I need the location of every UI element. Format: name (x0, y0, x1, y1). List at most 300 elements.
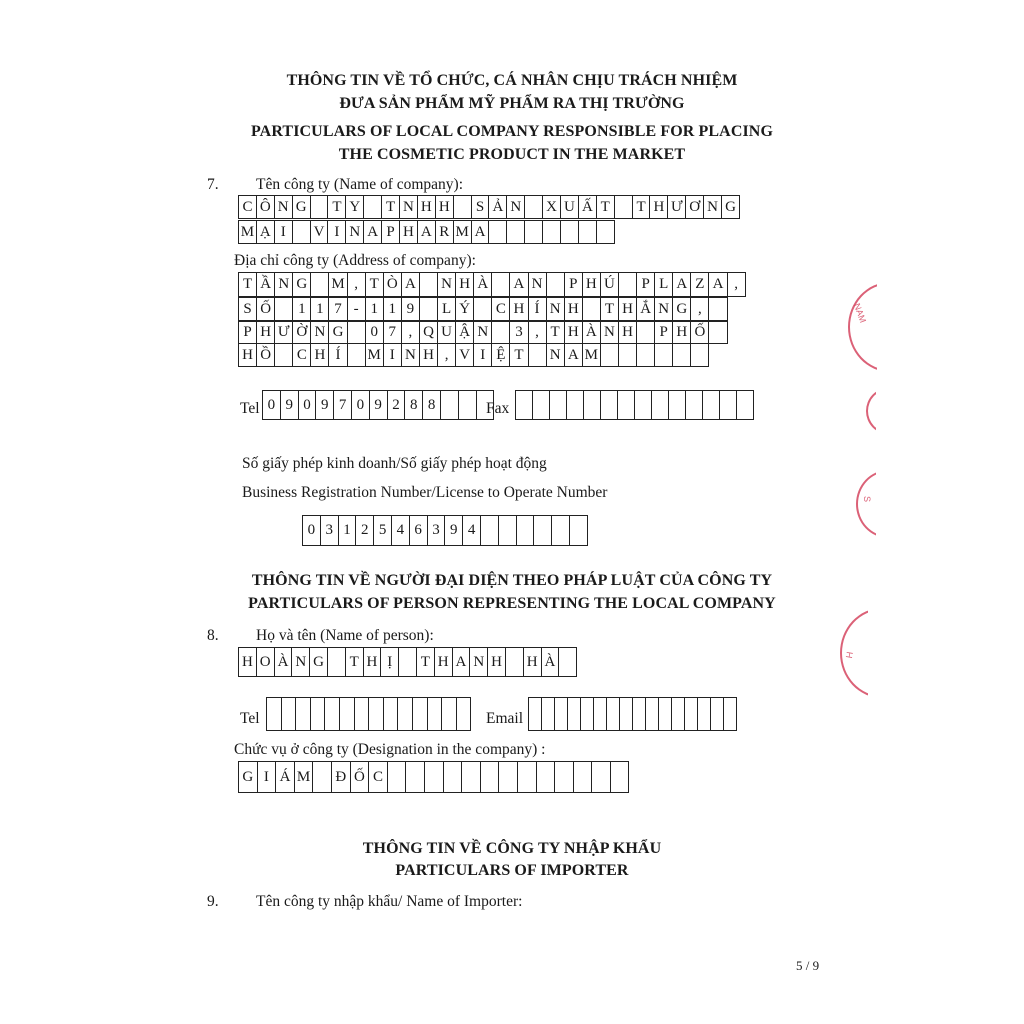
company-name-label: Tên công ty (Name of company): (256, 176, 464, 193)
form-cell (611, 762, 630, 792)
form-cell: H (619, 321, 637, 343)
form-cell: H (435, 648, 453, 676)
stamp-text-2: S (862, 495, 873, 503)
form-cell: V (311, 221, 329, 243)
form-cell (413, 698, 428, 730)
company-tel-label: Tel (240, 400, 260, 417)
form-cell (348, 321, 366, 343)
form-cell: C (492, 298, 510, 321)
form-cell (552, 516, 570, 545)
form-cell (583, 298, 601, 321)
form-cell: À (583, 321, 601, 343)
form-cell (428, 698, 443, 730)
stamp-fragment-2 (866, 388, 910, 434)
form-cell: H (436, 196, 454, 218)
form-cell (481, 762, 500, 792)
form-cell (481, 516, 499, 545)
form-cell: N (474, 321, 492, 343)
form-cell (534, 516, 552, 545)
form-cell: U (561, 196, 579, 218)
form-cell: , (691, 298, 709, 321)
form-cell: H (565, 321, 583, 343)
form-cell: H (488, 648, 506, 676)
form-cell (618, 391, 635, 419)
form-cell (364, 196, 382, 218)
form-cell: N (275, 273, 293, 296)
form-cell: Q (420, 321, 438, 343)
form-cell: N (402, 344, 420, 366)
form-cell: Ố (351, 762, 370, 792)
header3-vi: THÔNG TIN VỀ CÔNG TY NHẬP KHẨU (362, 840, 662, 857)
form-cell: H (418, 196, 436, 218)
stamp-text-1: NAM (851, 301, 869, 325)
form-cell (601, 344, 619, 366)
header-vi-line2: ĐƯA SẢN PHẨM MỸ PHẨM RA THỊ TRƯỜNG (339, 95, 685, 112)
form-cell: M (329, 273, 347, 296)
form-cell: 9 (370, 391, 388, 419)
form-cell: Ồ (257, 344, 275, 366)
form-cell (525, 196, 543, 218)
form-cell: A (673, 273, 691, 296)
form-cell (399, 648, 417, 676)
form-cell: A (418, 221, 436, 243)
form-cell (499, 762, 518, 792)
person-tel-label: Tel (240, 710, 260, 727)
form-cell: I (275, 221, 293, 243)
form-cell: N (547, 298, 565, 321)
form-cell (709, 321, 727, 343)
form-cell (592, 762, 611, 792)
person-email-field[interactable] (528, 697, 737, 731)
company-name-row1 (238, 195, 740, 219)
form-cell (282, 698, 297, 730)
person-tel-field[interactable] (266, 697, 471, 731)
stamp-fragment-1 (848, 282, 932, 372)
form-cell (507, 221, 525, 243)
form-cell (655, 344, 673, 366)
form-cell (685, 698, 698, 730)
form-cell: C (293, 344, 311, 366)
form-cell: Ơ (686, 196, 704, 218)
person-email-label: Email (486, 710, 524, 727)
form-cell: A (510, 273, 528, 296)
form-cell: Ị (381, 648, 399, 676)
person-name-label: Họ và tên (Name of person): (256, 627, 434, 644)
form-cell (444, 762, 463, 792)
form-cell (594, 698, 607, 730)
form-cell: L (655, 273, 673, 296)
form-cell: N (655, 298, 673, 321)
form-cell (574, 762, 593, 792)
form-cell: I (474, 344, 492, 366)
form-cell: 0 (263, 391, 281, 419)
form-cell: Í (529, 298, 547, 321)
form-cell (296, 698, 311, 730)
form-cell (635, 391, 652, 419)
form-cell: M (239, 221, 257, 243)
form-cell: S (239, 298, 257, 321)
form-cell: O (257, 648, 275, 676)
section-number-9: 9. (207, 893, 219, 910)
form-cell: N (601, 321, 619, 343)
form-cell: 2 (356, 516, 374, 545)
form-cell (619, 344, 637, 366)
company-tel-field[interactable] (262, 390, 494, 420)
form-cell (550, 391, 567, 419)
form-cell: N (275, 196, 293, 218)
form-cell: P (637, 273, 655, 296)
designation-field[interactable] (238, 761, 629, 793)
form-cell (369, 698, 384, 730)
form-cell (711, 698, 724, 730)
form-cell: À (542, 648, 560, 676)
form-cell: A (565, 344, 583, 366)
form-cell: Ô (257, 196, 275, 218)
form-cell (646, 698, 659, 730)
form-cell: H (510, 298, 528, 321)
form-cell (637, 321, 655, 343)
form-cell: Đ (332, 762, 351, 792)
header-vi-line1: THÔNG TIN VỀ TỔ CHỨC, CÁ NHÂN CHỊU TRÁCH NHIỆM (286, 72, 738, 89)
form-cell: T (633, 196, 651, 218)
form-cell: I (384, 344, 402, 366)
form-cell (709, 298, 727, 321)
form-cell: N (311, 321, 329, 343)
form-cell (441, 391, 459, 419)
form-cell (311, 273, 329, 296)
form-cell (652, 391, 669, 419)
form-cell (619, 273, 637, 296)
form-cell (406, 762, 425, 792)
form-cell: H (239, 648, 257, 676)
stamp-text-3: H (843, 650, 855, 660)
form-cell: 1 (311, 298, 329, 321)
form-cell: Ò (384, 273, 402, 296)
form-cell: G (293, 273, 311, 296)
form-cell: N (346, 221, 364, 243)
form-cell: H (311, 344, 329, 366)
form-cell (293, 221, 311, 243)
form-cell (703, 391, 720, 419)
form-cell (673, 344, 691, 366)
form-cell: 3 (321, 516, 339, 545)
form-cell: À (275, 648, 293, 676)
form-cell: Á (276, 762, 295, 792)
form-cell: H (583, 273, 601, 296)
form-cell: 9 (316, 391, 334, 419)
form-cell (388, 762, 407, 792)
form-cell (499, 516, 517, 545)
form-cell (325, 698, 340, 730)
form-cell (420, 273, 438, 296)
form-cell: Ư (275, 321, 293, 343)
form-cell: S (472, 196, 490, 218)
form-cell: N (547, 344, 565, 366)
form-cell: 0 (299, 391, 317, 419)
form-cell: 7 (329, 298, 347, 321)
person-name-field[interactable] (238, 647, 577, 677)
form-cell (398, 698, 413, 730)
form-cell: V (456, 344, 474, 366)
form-cell (517, 516, 535, 545)
company-fax-label: Fax (486, 400, 510, 417)
form-cell: T (510, 344, 528, 366)
form-cell: M (454, 221, 472, 243)
license-label-en: Business Registration Number/License to Operate Number (242, 484, 608, 501)
form-cell: - (348, 298, 366, 321)
license-number-field[interactable] (302, 515, 588, 546)
form-cell (615, 196, 633, 218)
company-address-row3 (238, 320, 728, 344)
form-cell: T (239, 273, 257, 296)
form-cell: Ắ (637, 298, 655, 321)
form-cell: T (382, 196, 400, 218)
section-number-7: 7. (207, 176, 219, 193)
form-cell: P (382, 221, 400, 243)
form-cell: 3 (510, 321, 528, 343)
form-cell (328, 648, 346, 676)
form-cell: N (400, 196, 418, 218)
form-cell (581, 698, 594, 730)
company-address-row4 (238, 343, 709, 367)
form-cell (518, 762, 537, 792)
form-cell (669, 391, 686, 419)
form-cell (620, 698, 633, 730)
form-cell: Y (346, 196, 364, 218)
form-cell: Ậ (456, 321, 474, 343)
form-cell: U (438, 321, 456, 343)
form-cell (275, 298, 293, 321)
form-cell: H (456, 273, 474, 296)
form-cell: M (295, 762, 314, 792)
form-cell: H (239, 344, 257, 366)
form-cell (384, 698, 399, 730)
form-cell (561, 221, 579, 243)
form-cell (275, 344, 293, 366)
form-cell: M (366, 344, 384, 366)
form-cell: L (438, 298, 456, 321)
form-cell (672, 698, 685, 730)
form-cell (348, 344, 366, 366)
form-cell (691, 344, 709, 366)
form-cell (459, 391, 477, 419)
form-cell (555, 698, 568, 730)
form-cell (720, 391, 737, 419)
form-cell: Í (329, 344, 347, 366)
form-cell: 9 (281, 391, 299, 419)
form-cell: H (619, 298, 637, 321)
form-cell: Ý (456, 298, 474, 321)
form-cell: 1 (293, 298, 311, 321)
form-cell (543, 221, 561, 243)
form-cell: G (722, 196, 740, 218)
form-cell: , (402, 321, 420, 343)
form-cell: A (402, 273, 420, 296)
form-cell: A (364, 221, 382, 243)
form-cell (737, 391, 754, 419)
form-cell: 8 (405, 391, 423, 419)
form-cell: G (310, 648, 328, 676)
company-name-row2 (238, 220, 615, 244)
form-cell: G (673, 298, 691, 321)
company-address-label: Địa chỉ công ty (Address of company): (234, 252, 476, 269)
form-cell: 1 (384, 298, 402, 321)
form-cell: T (366, 273, 384, 296)
form-cell: 4 (392, 516, 410, 545)
form-cell: A (709, 273, 727, 296)
form-cell (633, 698, 646, 730)
form-cell: N (529, 273, 547, 296)
form-cell: Ấ (579, 196, 597, 218)
form-cell (579, 221, 597, 243)
form-cell: 3 (428, 516, 446, 545)
form-cell (454, 196, 472, 218)
form-cell: T (417, 648, 435, 676)
form-cell (637, 344, 655, 366)
form-cell: 2 (388, 391, 406, 419)
form-cell: 4 (463, 516, 481, 545)
form-cell (492, 273, 510, 296)
form-cell (555, 762, 574, 792)
form-cell: 8 (423, 391, 441, 419)
form-cell: 6 (410, 516, 428, 545)
form-cell: A (453, 648, 471, 676)
form-cell: N (507, 196, 525, 218)
form-cell: Z (691, 273, 709, 296)
form-cell: H (650, 196, 668, 218)
form-cell (597, 221, 615, 243)
form-cell (462, 762, 481, 792)
form-cell: Ả (489, 196, 507, 218)
form-cell: 0 (366, 321, 384, 343)
form-cell (489, 221, 507, 243)
form-cell: T (547, 321, 565, 343)
form-cell: H (364, 648, 382, 676)
designation-label: Chức vụ ở công ty (Designation in the company) : (234, 741, 546, 758)
form-cell: P (565, 273, 583, 296)
form-cell: H (565, 298, 583, 321)
form-cell: C (369, 762, 388, 792)
form-cell (442, 698, 457, 730)
header2-en: PARTICULARS OF PERSON REPRESENTING THE LOCAL COMPANY (248, 595, 776, 612)
form-cell: T (597, 196, 615, 218)
form-cell (686, 391, 703, 419)
form-cell (506, 648, 524, 676)
form-cell: G (239, 762, 258, 792)
form-cell: H (673, 321, 691, 343)
importer-name-label: Tên công ty nhập khẩu/ Name of Importer: (256, 893, 523, 910)
form-cell: 1 (366, 298, 384, 321)
form-cell (420, 298, 438, 321)
company-fax-field[interactable] (515, 390, 754, 420)
form-cell (584, 391, 601, 419)
company-address-row2 (238, 297, 728, 322)
header2-vi: THÔNG TIN VỀ NGƯỜI ĐẠI DIỆN THEO PHÁP LUẬT CỦA CÔNG TY (251, 572, 773, 589)
form-cell: C (239, 196, 257, 218)
form-cell (311, 196, 329, 218)
form-cell (601, 391, 618, 419)
form-cell: , (348, 273, 366, 296)
form-cell (267, 698, 282, 730)
form-cell: , (728, 273, 746, 296)
form-cell: , (438, 344, 456, 366)
form-cell: 0 (352, 391, 370, 419)
form-cell: G (329, 321, 347, 343)
form-cell: N (292, 648, 310, 676)
form-cell: Ầ (257, 273, 275, 296)
form-cell (529, 698, 542, 730)
stamp-fragment-3 (856, 470, 920, 538)
form-cell: Ư (668, 196, 686, 218)
header-en-line1: PARTICULARS OF LOCAL COMPANY RESPONSIBLE FOR PLACING (250, 123, 773, 140)
header-en-line2: THE COSMETIC PRODUCT IN THE MARKET (338, 146, 686, 163)
form-cell: H (257, 321, 275, 343)
form-cell: 9 (402, 298, 420, 321)
form-cell (547, 273, 565, 296)
form-cell: P (655, 321, 673, 343)
page-number: 5 / 9 (796, 958, 820, 973)
form-cell (567, 391, 584, 419)
form-cell (559, 648, 577, 676)
form-cell: 1 (339, 516, 357, 545)
form-cell: H (420, 344, 438, 366)
form-cell: Ố (691, 321, 709, 343)
section-number-8: 8. (207, 627, 219, 644)
form-cell (311, 698, 326, 730)
form-cell: R (436, 221, 454, 243)
form-cell (492, 321, 510, 343)
form-cell: T (328, 196, 346, 218)
form-cell: À (474, 273, 492, 296)
form-cell: Ố (257, 298, 275, 321)
form-cell (516, 391, 533, 419)
form-cell (533, 391, 550, 419)
form-cell (659, 698, 672, 730)
form-cell: Ệ (492, 344, 510, 366)
form-cell: I (258, 762, 277, 792)
company-address-row1 (238, 272, 746, 297)
form-cell: 0 (303, 516, 321, 545)
form-cell: G (293, 196, 311, 218)
form-cell: H (524, 648, 542, 676)
form-cell (529, 344, 547, 366)
form-cell: X (543, 196, 561, 218)
form-cell (568, 698, 581, 730)
form-cell: N (704, 196, 722, 218)
form-cell (355, 698, 370, 730)
form-cell (525, 221, 543, 243)
form-cell: M (583, 344, 601, 366)
form-cell: Ạ (257, 221, 275, 243)
form-cell (607, 698, 620, 730)
form-cell: H (400, 221, 418, 243)
form-cell (313, 762, 332, 792)
form-cell: 5 (374, 516, 392, 545)
form-cell (698, 698, 711, 730)
form-cell (537, 762, 556, 792)
form-cell (340, 698, 355, 730)
form-cell (542, 698, 555, 730)
form-cell (457, 698, 472, 730)
header3-en: PARTICULARS OF IMPORTER (395, 862, 629, 879)
form-cell: , (529, 321, 547, 343)
form-cell (570, 516, 588, 545)
form-cell: T (601, 298, 619, 321)
form-cell: 9 (445, 516, 463, 545)
form-cell: I (328, 221, 346, 243)
form-cell (425, 762, 444, 792)
form-cell: N (438, 273, 456, 296)
